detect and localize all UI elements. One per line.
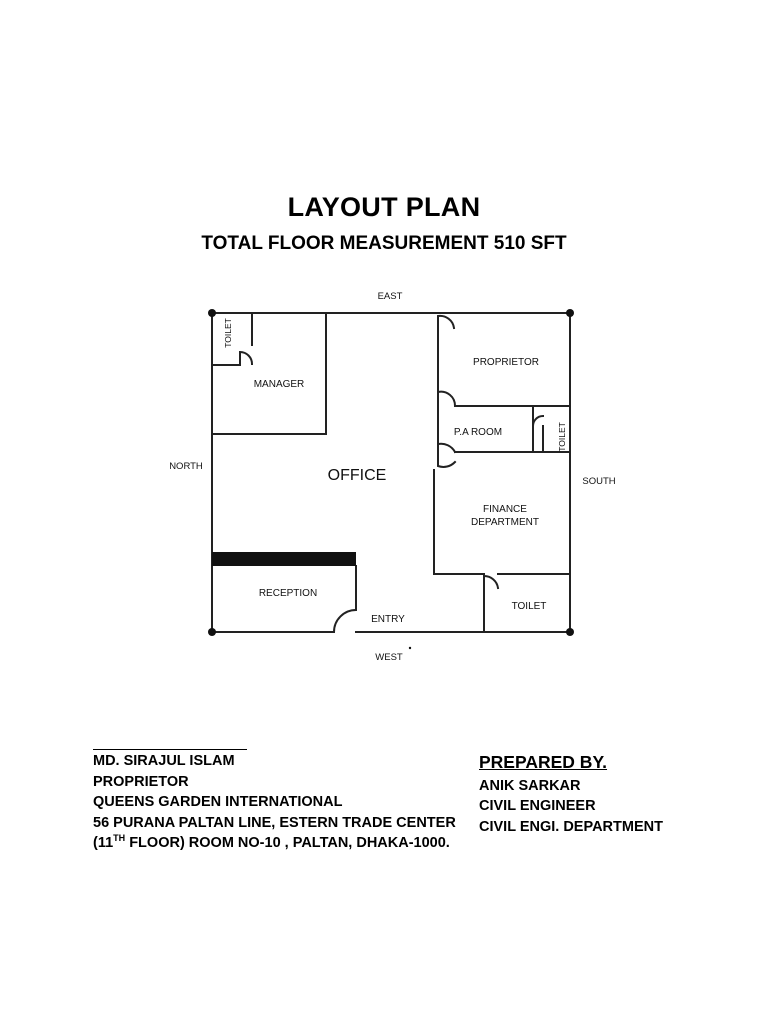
signatory-address-line1: 56 PURANA PALTAN LINE, ESTERN TRADE CENTER [93,814,456,831]
page-subtitle: TOTAL FLOOR MEASUREMENT 510 SFT [201,233,567,254]
bottom-toilet-door-swing [484,576,498,588]
room-label-pa-room: P.A ROOM [453,427,503,438]
room-label-proprietor: PROPRIETOR [473,357,539,368]
signatory-name: MD. SIRAJUL ISLAM [93,753,235,769]
prepared-by-block [479,752,663,837]
preparer-department: CIVIL ENGI. DEPARTMENT [479,818,663,835]
corner-dot [566,309,574,317]
preparer-position: CIVIL ENGINEER [479,798,596,814]
direction-west: WEST [375,652,403,663]
room-label-manager: MANAGER [253,379,305,390]
stray-dot [409,647,411,649]
address-prefix: (11 [93,835,114,851]
proprietor-door-swing [438,316,454,330]
signatory-company: QUEENS GARDEN INTERNATIONAL [93,794,343,810]
reception-counter [212,552,356,566]
address-superscript: TH [113,833,126,843]
signatory-block [93,751,456,854]
direction-east: EAST [377,291,403,302]
toilet-door-swing [240,352,252,365]
corner-dot [208,628,216,636]
corner-dot [566,628,574,636]
direction-north: NORTH [169,461,203,472]
prepared-by-heading: PREPARED BY. [479,752,608,772]
room-label-office: OFFICE [327,467,387,484]
pa-toilet-door-swing [533,416,543,426]
proprietor-inner-door-swing [438,392,455,406]
room-label-toilet-manager: TOILET [223,318,233,348]
preparer-name: ANIK SARKAR [479,777,581,794]
room-label-finance-line1: FINANCE [483,504,527,515]
direction-south: SOUTH [582,476,616,487]
room-label-reception: RECEPTION [258,588,318,599]
room-label-entry: ENTRY [371,614,405,625]
address-rest: FLOOR) ROOM NO-10 , PALTAN, DHAKA-1000. [125,835,450,851]
page-title: LAYOUT PLAN [287,192,481,222]
pa-room-door-swing [438,444,455,467]
room-label-toilet-bottom: TOILET [511,601,547,612]
corner-dot [208,309,216,317]
signature-line [93,749,247,750]
signatory-position: PROPRIETOR [93,773,189,790]
entry-door-swing [334,610,356,632]
signatory-address-line2 [93,833,456,854]
room-label-finance-line2: DEPARTMENT [471,517,539,528]
room-label-toilet-pa: TOILET [557,422,567,452]
